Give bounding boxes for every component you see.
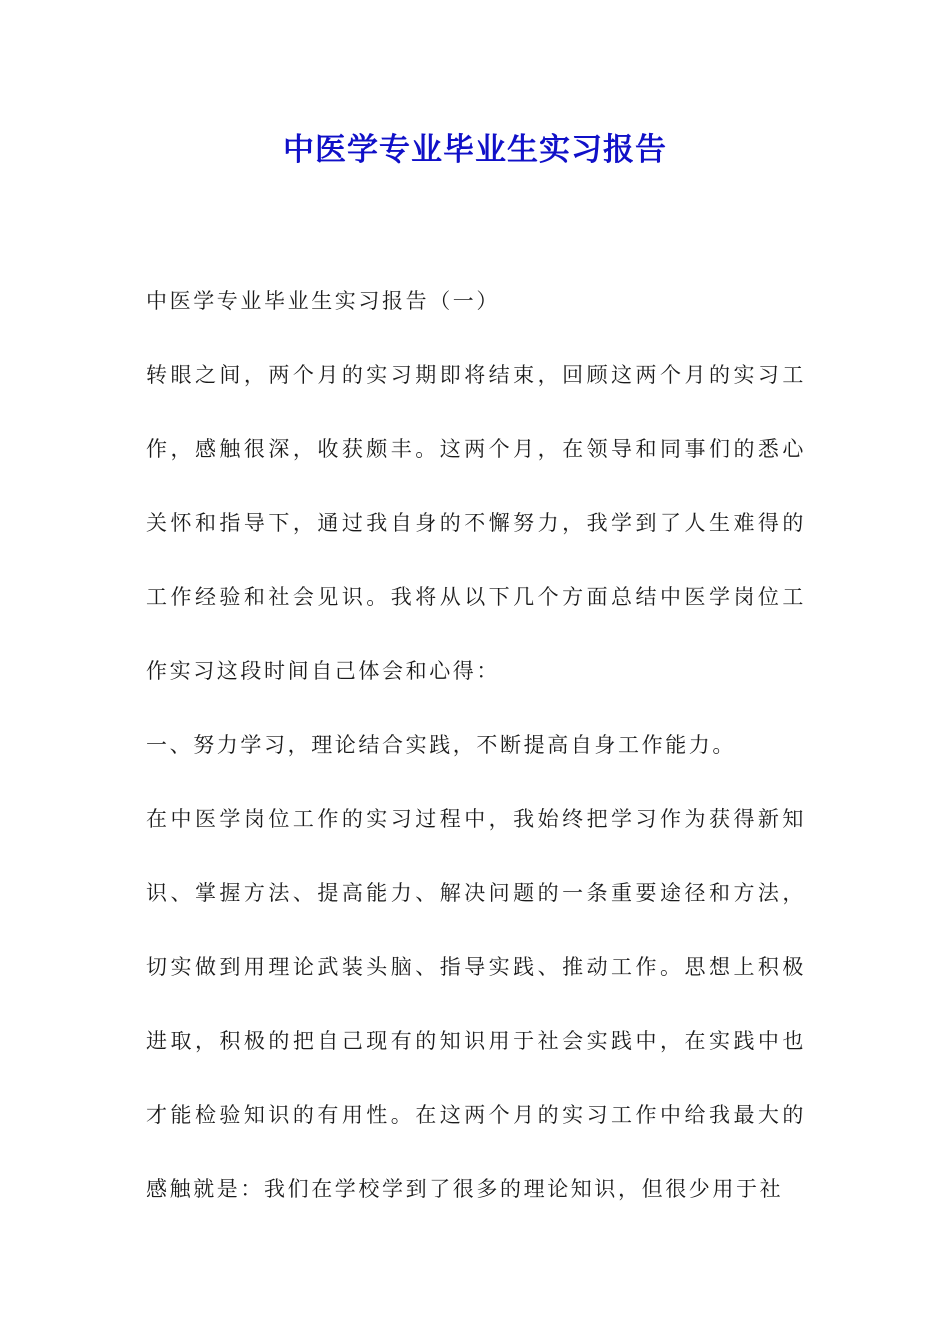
document-body [146,264,806,1226]
page-title: 中医学专业毕业生实习报告 [283,132,667,168]
paragraph-point-one: 一、努力学习，理论结合实践，不断提高自身工作能力。 [146,733,736,757]
paragraph-intro: 转眼之间，两个月的实习期即将结束，回顾这两个月的实习工作，感触很深，收获颇丰。这两个月，在领导和同事们的悉心关怀和指导下，通过我自身的不懈努力，我学到了人生难得的工作经验和社会见识。我将从以下几个方面总结中医学岗位工作实习这段时间自己体会和心得： [146,363,806,683]
paragraph-detail: 在中医学岗位工作的实习过程中，我始终把学习作为获得新知识、掌握方法、提高能力、解决问题的一条重要途径和方法，切实做到用理论武装头脑、指导实践、推动工作。思想上积极进取，积极的把自己现有的知识用于社会实践中，在实践中也才能检验知识的有用性。在这两个月的实习工作中给我最大的感触就是：我们在学校学到了很多的理论知识，但很少用于社 [146,807,806,1201]
section-heading: 中医学专业毕业生实习报告（一） [146,289,500,313]
